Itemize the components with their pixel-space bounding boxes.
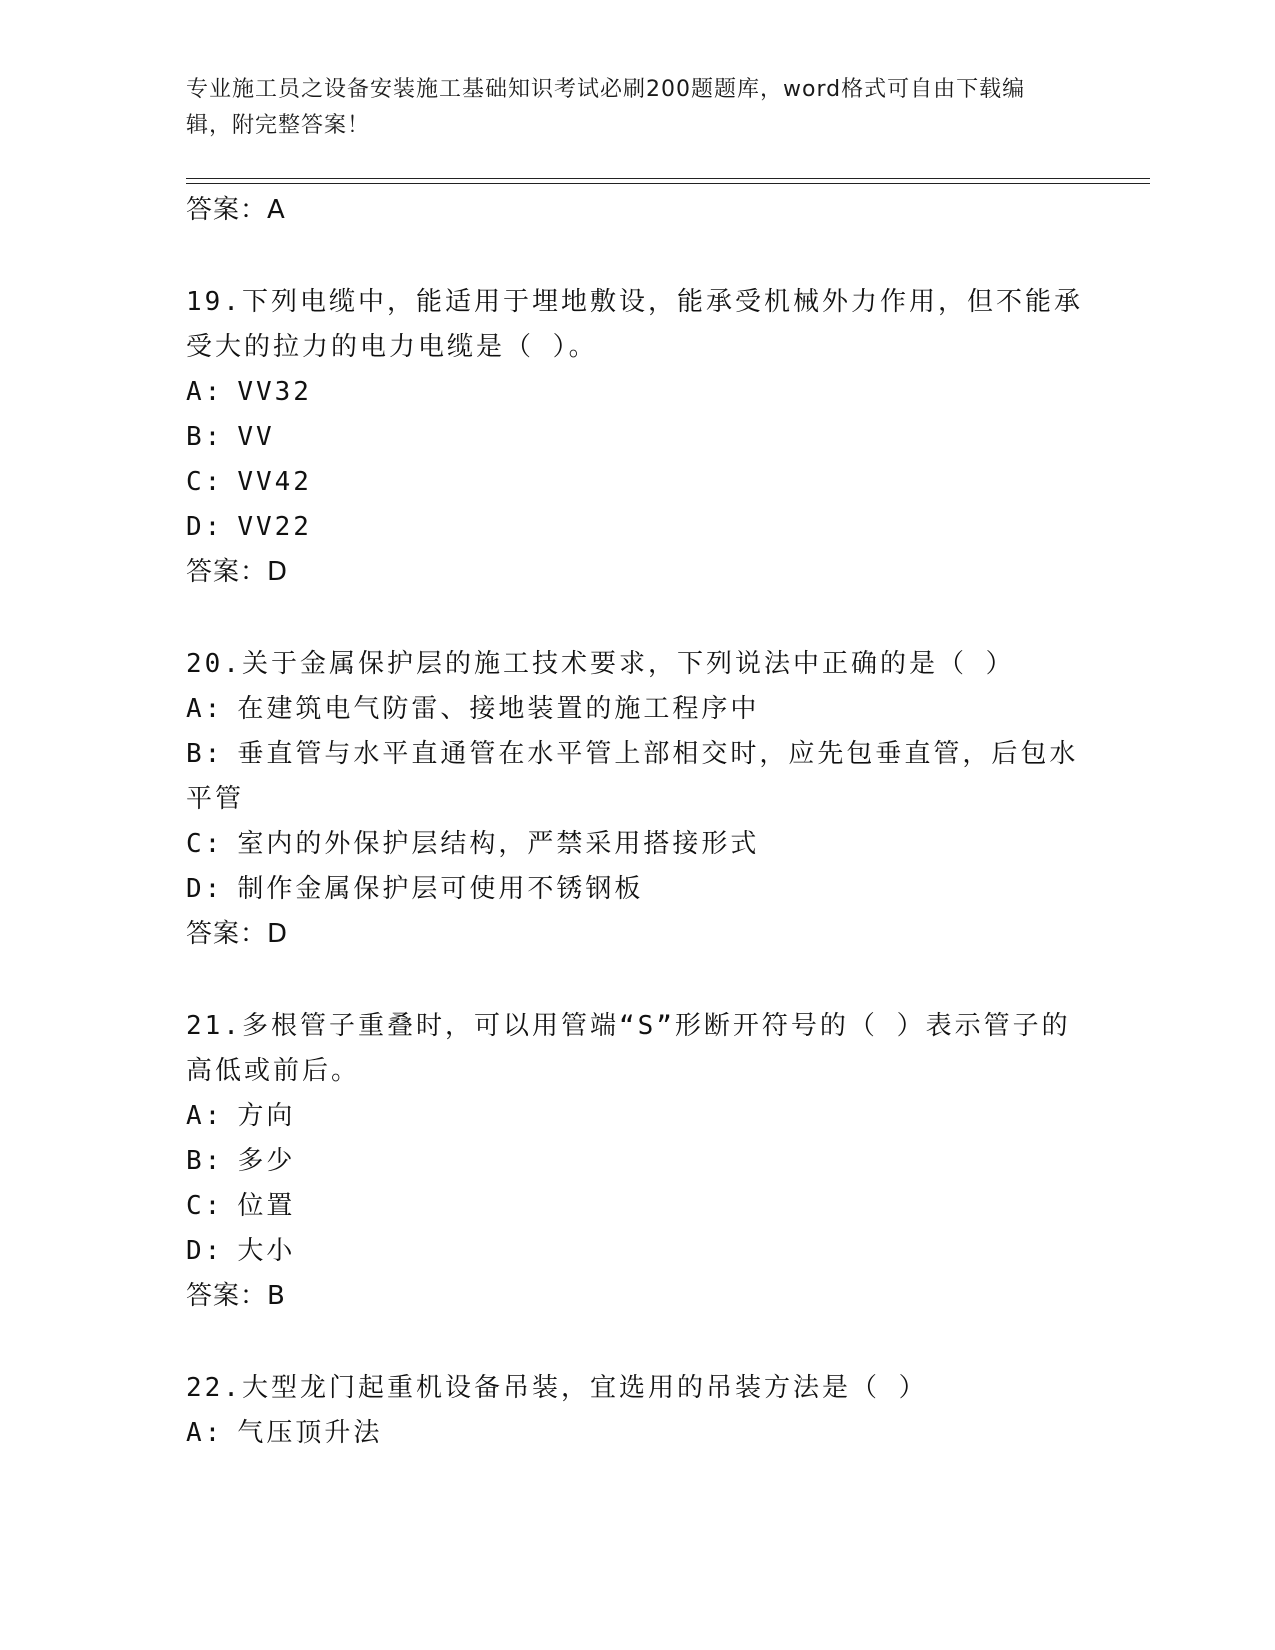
- option-text: 在建筑电气防雷、接地装置的施工程序中: [237, 694, 760, 724]
- option-text: 大小: [237, 1236, 296, 1266]
- option-b: [186, 1139, 1086, 1184]
- option-c: [186, 460, 1086, 505]
- option-a: [186, 370, 1086, 415]
- question-21: [186, 1004, 1086, 1319]
- option-c: [186, 1184, 1086, 1229]
- answer-line: 答案：D: [186, 919, 289, 949]
- question-20: [186, 642, 1086, 957]
- option-text: 方向: [237, 1101, 296, 1131]
- option-text: VV42: [237, 467, 312, 497]
- question-stem: 20.关于金属保护层的施工技术要求，下列说法中正确的是（ ）: [186, 649, 1015, 679]
- question-19: [186, 280, 1086, 595]
- option-text: 位置: [237, 1191, 296, 1221]
- option-label: A:: [186, 1418, 224, 1448]
- option-text: VV: [237, 422, 275, 452]
- document-header: 专业施工员之设备安装施工基础知识考试必刷200题题库，word格式可自由下载编辑，附完整答案！: [186, 77, 1026, 138]
- spacer: [186, 595, 1086, 642]
- question-stem: 21.多根管子重叠时，可以用管端“S”形断开符号的（ ）表示管子的高低或前后。: [186, 1011, 1071, 1086]
- question-list: [186, 188, 1086, 1456]
- spacer: [186, 957, 1086, 1004]
- question-22: [186, 1366, 1086, 1456]
- option-a: [186, 1094, 1086, 1139]
- option-c: [186, 822, 1086, 867]
- option-label: D:: [186, 874, 224, 904]
- question-stem: 22.大型龙门起重机设备吊装，宜选用的吊装方法是（ ）: [186, 1373, 928, 1403]
- option-b: [186, 732, 1086, 822]
- option-label: D:: [186, 1236, 224, 1266]
- answer-line: 答案：B: [186, 1281, 286, 1311]
- option-label: B:: [186, 422, 224, 452]
- spacer: [186, 233, 1086, 280]
- option-b: [186, 415, 1086, 460]
- answer-line: 答案：D: [186, 557, 289, 587]
- option-label: B:: [186, 1146, 224, 1176]
- option-label: D:: [186, 512, 224, 542]
- option-text: VV32: [237, 377, 312, 407]
- previous-answer: 答案：A: [186, 195, 286, 225]
- option-d: [186, 505, 1086, 550]
- option-label: C:: [186, 467, 224, 497]
- option-label: C:: [186, 829, 224, 859]
- option-text: 气压顶升法: [237, 1418, 383, 1448]
- option-label: B:: [186, 739, 224, 769]
- option-d: [186, 1229, 1086, 1274]
- option-a: [186, 1411, 1086, 1456]
- option-d: [186, 867, 1086, 912]
- header-divider-bottom: [186, 183, 1150, 184]
- spacer: [186, 1319, 1086, 1366]
- option-text: 制作金属保护层可使用不锈钢板: [237, 874, 644, 904]
- question-stem: 19.下列电缆中，能适用于埋地敷设，能承受机械外力作用，但不能承受大的拉力的电力电缆是（ ）。: [186, 287, 1083, 362]
- option-text: 室内的外保护层结构，严禁采用搭接形式: [237, 829, 760, 859]
- header-divider-top: [186, 178, 1150, 179]
- option-text: VV22: [237, 512, 312, 542]
- option-label: A:: [186, 1101, 224, 1131]
- option-label: A:: [186, 694, 224, 724]
- option-a: [186, 687, 1086, 732]
- option-text: 垂直管与水平直通管在水平管上部相交时，应先包垂直管，后包水平管: [186, 739, 1079, 814]
- option-label: C:: [186, 1191, 224, 1221]
- option-label: A:: [186, 377, 224, 407]
- option-text: 多少: [237, 1146, 296, 1176]
